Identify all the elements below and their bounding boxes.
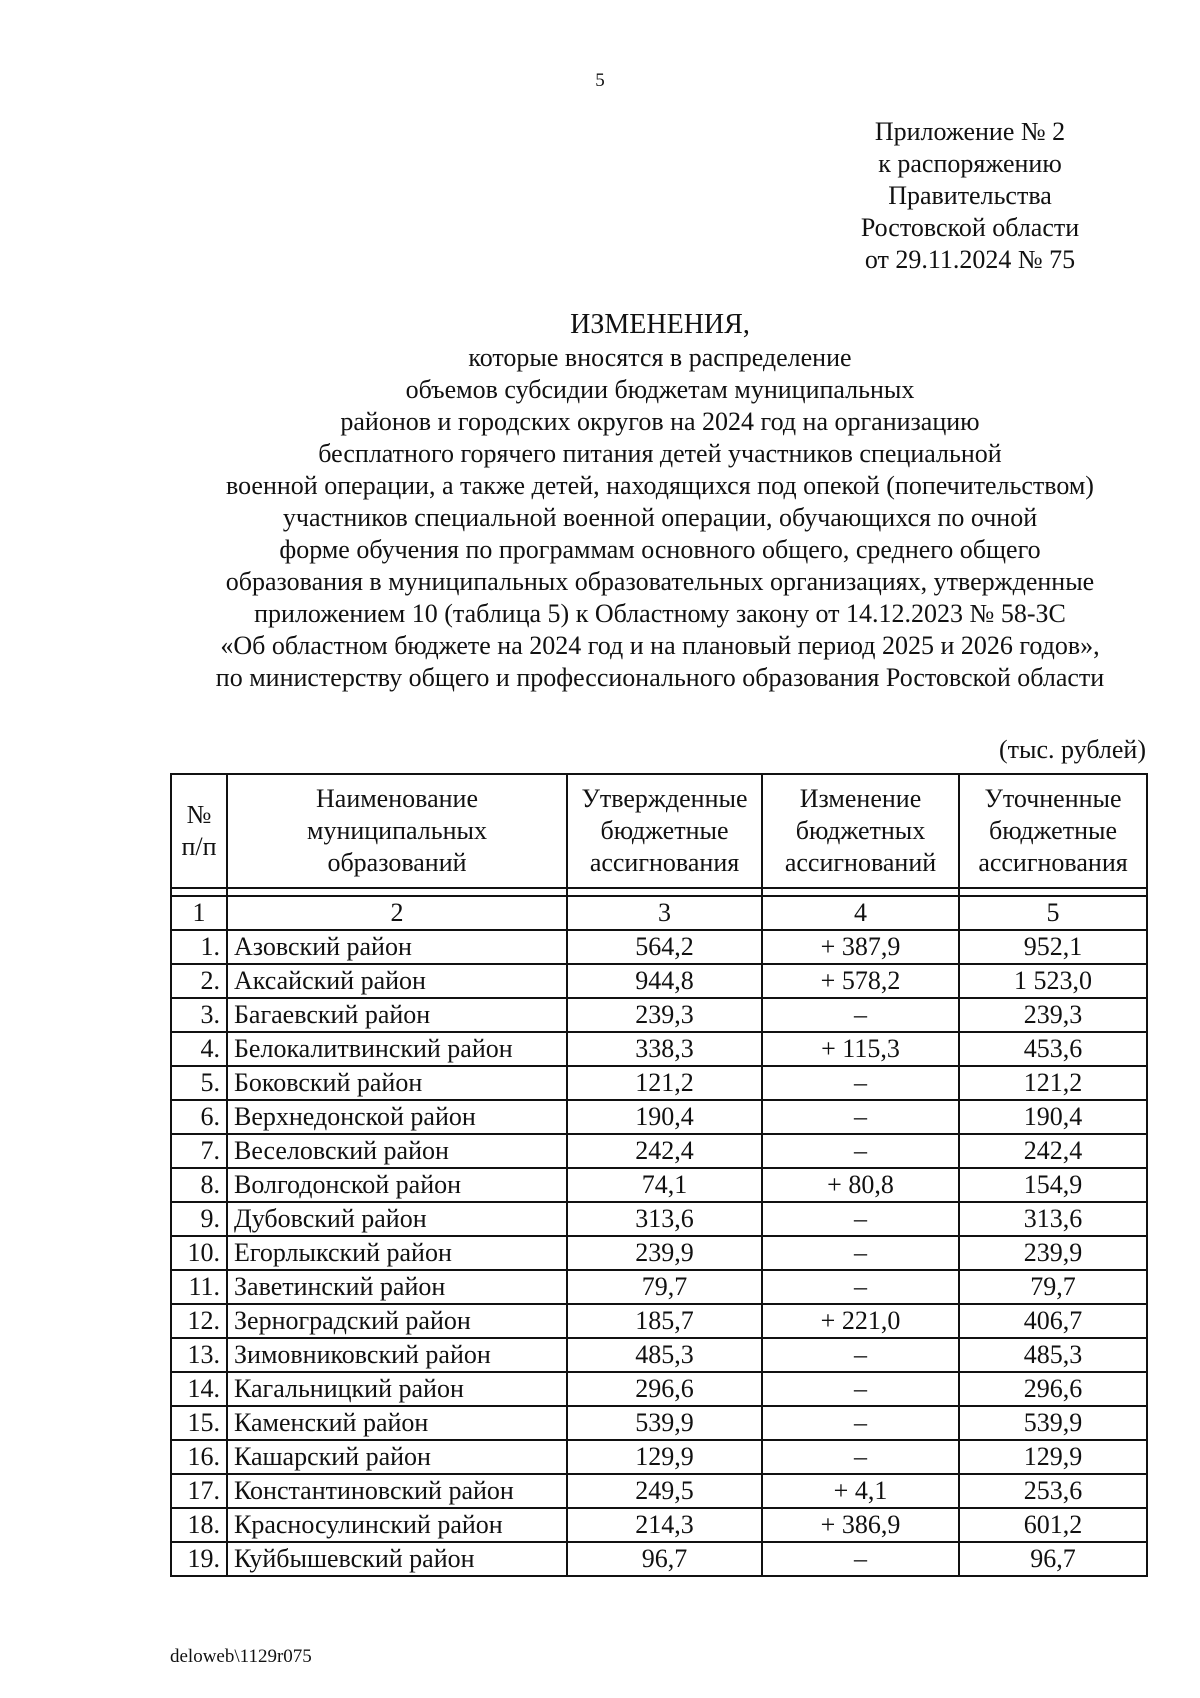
appendix-line: Приложение № 2 <box>874 117 1066 146</box>
header-number: № п/п <box>171 774 227 888</box>
row-revised-amount: 313,6 <box>959 1202 1147 1236</box>
row-number: 14. <box>171 1372 227 1406</box>
row-municipality-name: Верхнедонской район <box>227 1100 567 1134</box>
row-number: 9. <box>171 1202 227 1236</box>
row-approved-amount: 296,6 <box>567 1372 762 1406</box>
column-number: 1 <box>171 896 227 930</box>
row-change-amount: – <box>762 1440 959 1474</box>
appendix-line: Ростовской области <box>860 213 1080 242</box>
row-change-amount: – <box>762 1236 959 1270</box>
row-approved-amount: 185,7 <box>567 1304 762 1338</box>
row-revised-amount: 601,2 <box>959 1508 1147 1542</box>
row-revised-amount: 239,3 <box>959 998 1147 1032</box>
header-approved: Утвержденные бюджетные ассигнования <box>567 774 762 888</box>
row-change-amount: + 386,9 <box>762 1508 959 1542</box>
row-approved-amount: 249,5 <box>567 1474 762 1508</box>
table-row <box>171 1134 1147 1168</box>
row-change-amount: – <box>762 998 959 1032</box>
table-row <box>171 998 1147 1032</box>
table-header-row <box>171 774 1147 888</box>
row-municipality-name: Куйбышевский район <box>227 1542 567 1576</box>
row-approved-amount: 313,6 <box>567 1202 762 1236</box>
row-revised-amount: 952,1 <box>959 930 1147 964</box>
table-row <box>171 1372 1147 1406</box>
header-name: Наименование муниципальных образований <box>227 774 567 888</box>
row-number: 5. <box>171 1066 227 1100</box>
row-change-amount: + 4,1 <box>762 1474 959 1508</box>
heading-line: по министерству общего и профессионального образования Ростовской области <box>215 663 1105 692</box>
appendix-block <box>820 116 1120 276</box>
row-municipality-name: Красносулинский район <box>227 1508 567 1542</box>
row-revised-amount: 539,9 <box>959 1406 1147 1440</box>
row-municipality-name: Заветинский район <box>227 1270 567 1304</box>
row-revised-amount: 129,9 <box>959 1440 1147 1474</box>
row-change-amount: – <box>762 1542 959 1576</box>
row-change-amount: – <box>762 1372 959 1406</box>
row-municipality-name: Веселовский район <box>227 1134 567 1168</box>
row-municipality-name: Зимовниковский район <box>227 1338 567 1372</box>
heading-line: районов и городских округов на 2024 год на организацию <box>340 407 980 436</box>
document-title: ИЗМЕНЕНИЯ, <box>570 309 750 340</box>
row-municipality-name: Кашарский район <box>227 1440 567 1474</box>
row-revised-amount: 239,9 <box>959 1236 1147 1270</box>
appendix-line: от 29.11.2024 № 75 <box>864 245 1076 274</box>
row-change-amount: + 80,8 <box>762 1168 959 1202</box>
row-municipality-name: Азовский район <box>227 930 567 964</box>
row-number: 17. <box>171 1474 227 1508</box>
table-row <box>171 1032 1147 1066</box>
row-approved-amount: 96,7 <box>567 1542 762 1576</box>
row-revised-amount: 453,6 <box>959 1032 1147 1066</box>
row-number: 8. <box>171 1168 227 1202</box>
table-row <box>171 1304 1147 1338</box>
row-revised-amount: 296,6 <box>959 1372 1147 1406</box>
row-number: 3. <box>171 998 227 1032</box>
table-row <box>171 1508 1147 1542</box>
appendix-line: к распоряжению <box>878 149 1062 178</box>
row-change-amount: – <box>762 1270 959 1304</box>
row-number: 12. <box>171 1304 227 1338</box>
row-revised-amount: 406,7 <box>959 1304 1147 1338</box>
row-approved-amount: 214,3 <box>567 1508 762 1542</box>
row-municipality-name: Аксайский район <box>227 964 567 998</box>
row-change-amount: – <box>762 1202 959 1236</box>
row-change-amount: + 221,0 <box>762 1304 959 1338</box>
heading-line: военной операции, а также детей, находящихся под опекой (попечительством) <box>226 471 1094 500</box>
row-approved-amount: 564,2 <box>567 930 762 964</box>
row-number: 7. <box>171 1134 227 1168</box>
heading-line: приложением 10 (таблица 5) к Областному закону от 14.12.2023 № 58-ЗС <box>254 599 1066 628</box>
table-row <box>171 964 1147 998</box>
header-revised: Уточненные бюджетные ассигнования <box>959 774 1147 888</box>
heading-line: «Об областном бюджете на 2024 год и на плановый период 2025 и 2026 годов», <box>220 631 1100 660</box>
row-municipality-name: Егорлыкский район <box>227 1236 567 1270</box>
row-approved-amount: 239,9 <box>567 1236 762 1270</box>
column-number: 3 <box>567 896 762 930</box>
table-row <box>171 1338 1147 1372</box>
row-change-amount: – <box>762 1134 959 1168</box>
column-number: 5 <box>959 896 1147 930</box>
heading-line: объемов субсидии бюджетам муниципальных <box>405 375 915 404</box>
table-row <box>171 1440 1147 1474</box>
row-municipality-name: Багаевский район <box>227 998 567 1032</box>
heading-line: образования в муниципальных образовательных организациях, утвержденные <box>225 567 1095 596</box>
row-number: 18. <box>171 1508 227 1542</box>
table-row <box>171 1542 1147 1576</box>
row-approved-amount: 190,4 <box>567 1100 762 1134</box>
row-number: 16. <box>171 1440 227 1474</box>
table-row <box>171 1270 1147 1304</box>
row-change-amount: – <box>762 1066 959 1100</box>
row-municipality-name: Волгодонской район <box>227 1168 567 1202</box>
row-municipality-name: Зерноградский район <box>227 1304 567 1338</box>
row-revised-amount: 485,3 <box>959 1338 1147 1372</box>
row-number: 2. <box>171 964 227 998</box>
column-number-row <box>171 896 1147 930</box>
row-number: 15. <box>171 1406 227 1440</box>
row-municipality-name: Каменский район <box>227 1406 567 1440</box>
row-revised-amount: 190,4 <box>959 1100 1147 1134</box>
column-number: 4 <box>762 896 959 930</box>
row-number: 10. <box>171 1236 227 1270</box>
units-label: (тыс. рублей) <box>998 735 1146 764</box>
heading-line: форме обучения по программам основного общего, среднего общего <box>279 535 1041 564</box>
row-change-amount: + 387,9 <box>762 930 959 964</box>
table-row <box>171 1066 1147 1100</box>
header-spacer <box>171 888 1147 896</box>
row-approved-amount: 338,3 <box>567 1032 762 1066</box>
row-number: 6. <box>171 1100 227 1134</box>
table-row <box>171 1100 1147 1134</box>
row-revised-amount: 1 523,0 <box>959 964 1147 998</box>
row-revised-amount: 96,7 <box>959 1542 1147 1576</box>
table-row <box>171 1236 1147 1270</box>
row-number: 13. <box>171 1338 227 1372</box>
row-municipality-name: Кагальницкий район <box>227 1372 567 1406</box>
row-municipality-name: Боковский район <box>227 1066 567 1100</box>
row-number: 19. <box>171 1542 227 1576</box>
page-number: 5 <box>595 70 605 91</box>
row-revised-amount: 79,7 <box>959 1270 1147 1304</box>
heading-line: которые вносятся в распределение <box>468 343 852 372</box>
document-code: deloweb\1129r075 <box>170 1646 312 1667</box>
row-change-amount: – <box>762 1406 959 1440</box>
heading-line: бесплатного горячего питания детей участников специальной <box>318 439 1002 468</box>
row-approved-amount: 242,4 <box>567 1134 762 1168</box>
row-approved-amount: 121,2 <box>567 1066 762 1100</box>
table-row <box>171 1202 1147 1236</box>
row-change-amount: + 115,3 <box>762 1032 959 1066</box>
row-revised-amount: 121,2 <box>959 1066 1147 1100</box>
row-number: 4. <box>171 1032 227 1066</box>
document-heading <box>140 308 1180 694</box>
row-number: 1. <box>171 930 227 964</box>
table-row <box>171 1168 1147 1202</box>
row-approved-amount: 79,7 <box>567 1270 762 1304</box>
budget-table <box>170 773 1148 1577</box>
row-municipality-name: Дубовский район <box>227 1202 567 1236</box>
row-approved-amount: 74,1 <box>567 1168 762 1202</box>
row-change-amount: – <box>762 1338 959 1372</box>
row-number: 11. <box>171 1270 227 1304</box>
column-number: 2 <box>227 896 567 930</box>
header-change: Изменение бюджетных ассигнований <box>762 774 959 888</box>
row-revised-amount: 253,6 <box>959 1474 1147 1508</box>
row-approved-amount: 239,3 <box>567 998 762 1032</box>
row-change-amount: – <box>762 1100 959 1134</box>
table-row <box>171 1474 1147 1508</box>
table-row <box>171 930 1147 964</box>
row-approved-amount: 485,3 <box>567 1338 762 1372</box>
row-municipality-name: Константиновский район <box>227 1474 567 1508</box>
table-row <box>171 1406 1147 1440</box>
row-municipality-name: Белокалитвинский район <box>227 1032 567 1066</box>
row-revised-amount: 154,9 <box>959 1168 1147 1202</box>
row-approved-amount: 539,9 <box>567 1406 762 1440</box>
row-change-amount: + 578,2 <box>762 964 959 998</box>
appendix-line: Правительства <box>888 181 1052 210</box>
row-approved-amount: 944,8 <box>567 964 762 998</box>
row-revised-amount: 242,4 <box>959 1134 1147 1168</box>
heading-line: участников специальной военной операции, обучающихся по очной <box>282 503 1038 532</box>
row-approved-amount: 129,9 <box>567 1440 762 1474</box>
